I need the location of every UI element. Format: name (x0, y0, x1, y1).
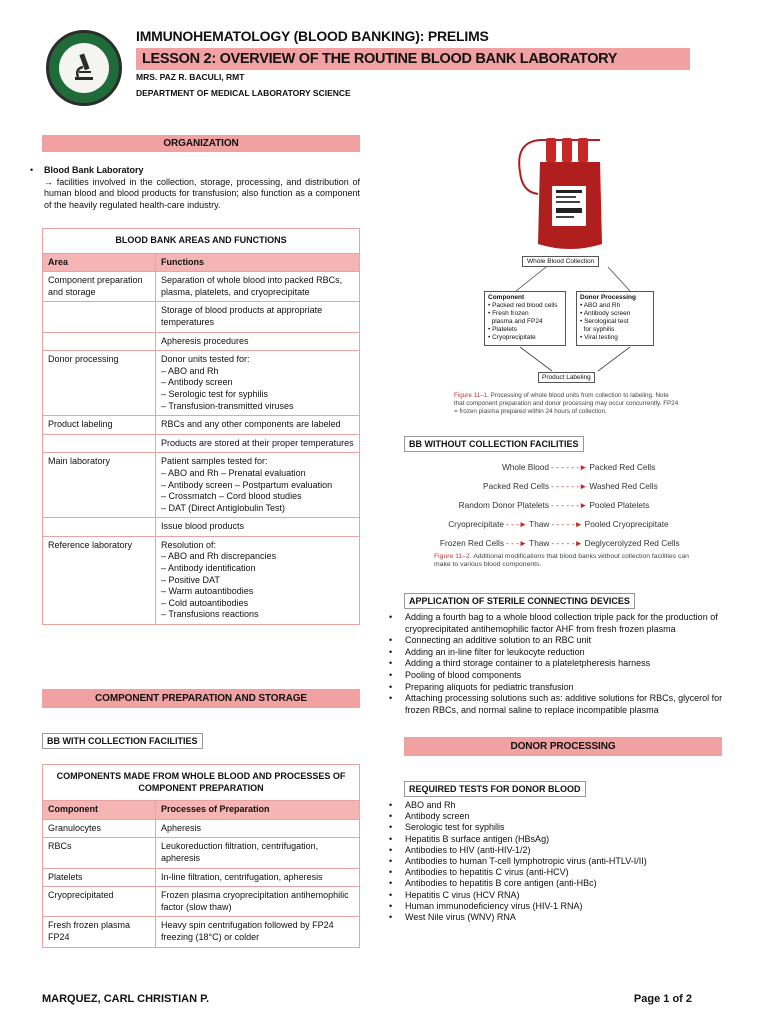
figure-donor-item: • Viral testing (580, 334, 618, 341)
table-cell: Component preparation and storage (43, 272, 156, 302)
sterile-devices-list (389, 612, 725, 716)
figure-11-2-caption (434, 553, 699, 569)
list-item: • Human immunodeficiency virus (HIV-1 RNA) (389, 901, 725, 912)
modification-flows (412, 458, 702, 553)
table-cell (43, 302, 156, 332)
lesson-title: LESSON 2: OVERVIEW OF THE ROUTINE BLOOD BANK LABORATORY (136, 48, 690, 70)
table-cell: Issue blood products (156, 518, 360, 537)
flow-to: Pooled Platelets (589, 500, 650, 510)
without-collection-heading: BB WITHOUT COLLECTION FACILITIES (404, 436, 584, 452)
table-cell: Fresh frozen plasma FP24 (43, 917, 156, 947)
flow-from: Packed Red Cells (483, 481, 549, 491)
dashed-arrow-icon: - - - - -► (551, 519, 583, 529)
list-item: • Adding a third storage container to a plateletpheresis harness (389, 658, 725, 670)
flow-row (412, 534, 702, 553)
figure-bottom-box: Product Labeling (538, 372, 595, 383)
list-item: • ABO and Rh (389, 800, 725, 811)
flow-to: Pooled Cryoprecipitate (584, 519, 669, 529)
table-cell: Patient samples tested for: – ABO and Rh – Prenatal evaluation – Antibody screen – Postpartum evaluation – Crossmatch – Cord blood studies – DAT (Direct Antiglobulin Test) (156, 453, 360, 518)
flow-from: Whole Blood (501, 462, 549, 472)
flow-mid: Thaw (529, 538, 550, 548)
table-cell: Products are stored at their proper temperatures (156, 434, 360, 453)
figure-top-box: Whole Blood Collection (522, 256, 599, 267)
list-item: • Antibodies to hepatitis B core antigen (anti-HBc) (389, 878, 725, 889)
dashed-arrow-icon: - - - - - -► (551, 462, 588, 472)
figure-donor-title: Donor Processing (580, 294, 636, 301)
department-name: DEPARTMENT OF MEDICAL LABORATORY SCIENCE (136, 88, 351, 98)
table-row (43, 416, 360, 435)
figure-component-item: • Platelets (488, 326, 518, 333)
table-cell: In-line filtration, centrifugation, apheresis (156, 868, 360, 887)
donor-processing-heading: DONOR PROCESSING (404, 737, 722, 756)
dashed-arrow-icon: - - -► (506, 538, 528, 548)
dashed-arrow-icon: - - -► (506, 519, 528, 529)
table-cell: Platelets (43, 868, 156, 887)
department-logo (46, 30, 122, 106)
flow-row (412, 515, 702, 534)
footer-page-number: Page 1 of 2 (633, 993, 692, 1005)
table-cell: Reference laboratory (43, 536, 156, 624)
table-cell: Apheresis (156, 819, 360, 838)
table-row (43, 917, 360, 947)
components-col-component: Component (43, 801, 156, 820)
required-tests-list (389, 800, 725, 923)
organization-heading: ORGANIZATION (42, 135, 360, 152)
table-row (43, 272, 360, 302)
figure-donor-box (576, 291, 654, 346)
table-cell: Granulocytes (43, 819, 156, 838)
figure-11-1-text: Processing of whole blood units from collection to labeling. Note that component preparation and donor processing may occur concurrently. FP24 = frozen plasma prepared within 24 hours of collection. (454, 392, 679, 415)
microscope-icon (59, 43, 109, 93)
list-item: • Serologic test for syphilis (389, 822, 725, 833)
table-cell: RBCs and any other components are labeled (156, 416, 360, 435)
table-cell: Donor processing (43, 351, 156, 416)
table-row (43, 838, 360, 868)
table-cell: Storage of blood products at appropriate temperatures (156, 302, 360, 332)
required-tests-heading: REQUIRED TESTS FOR DONOR BLOOD (404, 781, 586, 797)
list-item: • Adding a fourth bag to a whole blood collection triple pack for the production of cryoprecipitated antihemophilic factor AHF from fresh frozen plasma (389, 612, 725, 635)
table-cell: Separation of whole blood into packed RBCs, plasma, platelets, and cryoprecipitate (156, 272, 360, 302)
table-row (43, 536, 360, 624)
figure-donor-item: • ABO and Rh (580, 302, 621, 309)
table-row (43, 332, 360, 351)
areas-table-title: BLOOD BANK AREAS AND FUNCTIONS (43, 229, 360, 254)
sterile-devices-heading: APPLICATION OF STERILE CONNECTING DEVICES (404, 593, 635, 609)
flow-row (412, 477, 702, 496)
flow-to: Deglycerolyzed Red Cells (584, 538, 680, 548)
figure-donor-item: • Serological test (580, 318, 629, 325)
figure-component-item: • Fresh frozen (488, 310, 529, 317)
table-cell: Main laboratory (43, 453, 156, 518)
areas-col-area: Area (43, 253, 156, 272)
table-row (43, 453, 360, 518)
table-cell: Frozen plasma cryoprecipitation antihemophilic factor (slow thaw) (156, 887, 360, 917)
table-row (43, 868, 360, 887)
flow-to: Washed Red Cells (589, 481, 658, 491)
list-item: • Pooling of blood components (389, 670, 725, 682)
figure-component-title: Component (488, 294, 525, 301)
figure-11-1-caption (454, 392, 679, 416)
table-cell: Heavy spin centrifugation followed by FP24 freezing (18°C) or colder (156, 917, 360, 947)
table-cell (43, 434, 156, 453)
dashed-arrow-icon: - - - - - -► (551, 500, 588, 510)
figure-component-item: • Packed red blood cells (488, 302, 558, 309)
table-row (43, 302, 360, 332)
figure-component-item: plasma and FP24 (488, 318, 543, 325)
list-item: • Antibodies to human T-cell lymphotropic virus (anti-HTLV-I/II) (389, 856, 725, 867)
table-cell: RBCs (43, 838, 156, 868)
list-item: • Connecting an additive solution to an RBC unit (389, 635, 725, 647)
flow-from: Random Donor Platelets (458, 500, 549, 510)
table-row (43, 887, 360, 917)
table-cell (43, 518, 156, 537)
figure-component-box (484, 291, 566, 346)
table-cell (43, 332, 156, 351)
table-cell: Resolution of: – ABO and Rh discrepancies – Antibody identification – Positive DAT – Warm autoantibodies – Cold autoantibodies – Transfusions reactions (156, 536, 360, 624)
list-item: • Hepatitis C virus (HCV RNA) (389, 890, 725, 901)
table-row (43, 518, 360, 537)
components-table (42, 764, 360, 948)
table-cell: Donor units tested for: – ABO and Rh – Antibody screen – Serologic test for syphilis – Transfusion-transmitted viruses (156, 351, 360, 416)
table-cell: Apheresis procedures (156, 332, 360, 351)
footer-author: MARQUEZ, CARL CHRISTIAN P. (42, 993, 210, 1005)
component-prep-heading: COMPONENT PREPARATION AND STORAGE (42, 689, 360, 708)
organization-bullet-title: Blood Bank Laboratory (44, 165, 144, 175)
flow-from: Cryoprecipitate (448, 519, 504, 529)
list-item: • Attaching processing solutions such as: additive solutions for RBCs, glycerol for frozen RBCs, and normal saline to replace incompatible plasma (389, 693, 725, 716)
components-table-title: COMPONENTS MADE FROM WHOLE BLOOD AND PROCESSES OF COMPONENT PREPARATION (43, 765, 360, 801)
flow-row (412, 496, 702, 515)
organization-bullet (30, 165, 360, 211)
organization-bullet-text: → facilities involved in the collection, storage, processing, and distribution of human blood and blood products for transfusion; also function as a component of the heavily regulated health-care industry. (44, 176, 360, 210)
flow-from: Frozen Red Cells (439, 538, 504, 548)
list-item: • Antibody screen (389, 811, 725, 822)
with-collection-heading: BB WITH COLLECTION FACILITIES (42, 733, 203, 749)
figure-donor-item: • Antibody screen (580, 310, 631, 317)
flow-to: Packed Red Cells (589, 462, 656, 472)
list-item: • Antibodies to HIV (anti-HIV-1/2) (389, 845, 725, 856)
list-item: • West Nile virus (WNV) RNA (389, 912, 725, 923)
figure-11-2-text: Additional modifications that blood banks without collection facilities can make to various blood components. (434, 553, 689, 568)
subject-title: IMMUNOHEMATOLOGY (BLOOD BANKING): PRELIMS (136, 28, 489, 44)
list-item: • Adding an in-line filter for leukocyte reduction (389, 647, 725, 659)
blood-bag-icon (510, 132, 630, 261)
table-cell: Product labeling (43, 416, 156, 435)
list-item: • Hepatitis B surface antigen (HBsAg) (389, 834, 725, 845)
list-item: • Preparing aliquots for pediatric transfusion (389, 682, 725, 694)
areas-functions-table (42, 228, 360, 625)
bullet-icon: • (30, 165, 34, 175)
components-col-process: Processes of Preparation (156, 801, 360, 820)
flow-mid: Thaw (529, 519, 550, 529)
flow-row (412, 458, 702, 477)
areas-col-functions: Functions (156, 253, 360, 272)
table-row (43, 351, 360, 416)
figure-donor-item: for syphilis (580, 326, 615, 333)
table-row (43, 819, 360, 838)
figure-11-1-label: Figure 11–1. (454, 392, 489, 399)
list-item: • Antibodies to hepatitis C virus (anti-HCV) (389, 867, 725, 878)
table-cell: Cryoprecipitated (43, 887, 156, 917)
instructor-name: MRS. PAZ R. BACULI, RMT (136, 72, 245, 82)
figure-component-item: • Cryoprecipitate (488, 334, 536, 341)
table-cell: Leukoreduction filtration, centrifugation, apheresis (156, 838, 360, 868)
dashed-arrow-icon: - - - - - -► (551, 481, 588, 491)
table-row (43, 434, 360, 453)
figure-11-2-label: Figure 11–2. (434, 553, 472, 560)
dashed-arrow-icon: - - - - -► (551, 538, 583, 548)
